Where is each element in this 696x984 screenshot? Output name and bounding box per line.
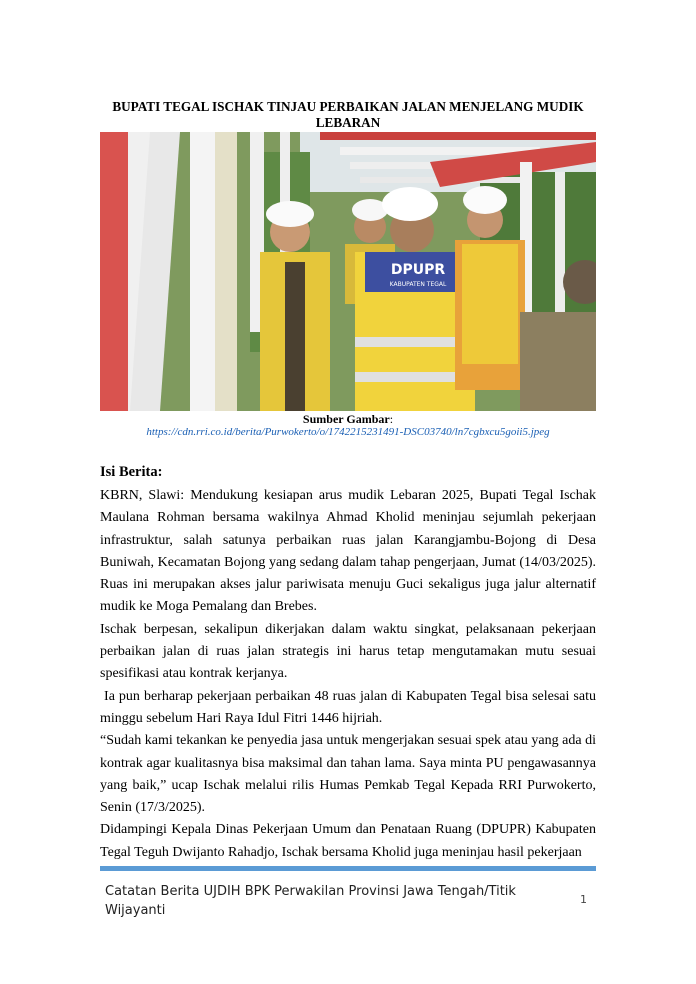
vest-text: DPUPR bbox=[390, 262, 446, 278]
article-body bbox=[100, 485, 600, 864]
paragraph: Ia pun berharap pekerjaan perbaikan 48 ruas jalan di Kabupaten Tegal bisa selesai satu minggu sebelum Hari Raya Idul Fitri 1446 hijriah. bbox=[100, 688, 600, 726]
page-title: BUPATI TEGAL ISCHAK TINJAU PERBAIKAN JALAN MENJELANG MUDIK LEBARAN bbox=[112, 99, 584, 130]
paragraph: KBRN, Slawi: Mendukung kesiapan arus mudik Lebaran 2025, Bupati Tegal Ischak Maulana Rohman bersama wakilnya Ahmad Kholid meninjau sejumlah pekerjaan infrastruktur, salah satunya perbaikan ruas jalan Karangjambu-Bojong di Desa Buniwah, Kecamatan Bojong yang sedang dalam tahap pengerjaan, Jumat (14/03/2025). Ruas ini merupakan akses jalur pariwisata menuju Guci sekaligus juga jalur alternatif mudik ke Moga Pemalang dan Brebes. bbox=[100, 488, 596, 615]
page-number: 1 bbox=[580, 893, 587, 906]
section-heading: Isi Berita: bbox=[100, 464, 163, 480]
footer-text: Catatan Berita UJDIH BPK Perwakilan Provinsi Jawa Tengah/Titik Wijayanti bbox=[105, 884, 516, 918]
paragraph: Didampingi Kepala Dinas Pekerjaan Umum dan Penataan Ruang (DPUPR) Kabupaten Tegal Teguh Dwijanto Rahadjo, Ischak bersama Kholid juga meninjau hasil pekerjaan bbox=[100, 822, 596, 860]
bridge-inspection-photo bbox=[100, 132, 596, 411]
paragraph: Ischak berpesan, sekalipun dikerjakan dalam waktu singkat, pelaksanaan pekerjaan perbaikan jalan di ruas jalan strategis ini harus tetap mengutamakan mutu sesuai spesifikasi atau kontrak kerjanya. bbox=[100, 621, 596, 682]
footer-divider bbox=[100, 866, 596, 871]
image-caption-label: Sumber Gambar: bbox=[302, 412, 394, 426]
news-photo bbox=[100, 132, 596, 411]
vest-subtext: KABUPATEN TEGAL bbox=[389, 281, 447, 288]
image-source-link[interactable]: https://cdn.rri.co.id/berita/Purwokerto/o/1742215231491-DSC03740/ln7cgbxcu5goii5.jpeg bbox=[146, 426, 550, 438]
paragraph: “Sudah kami tekankan ke penyedia jasa untuk mengerjakan sesuai spek atau yang ada di kontrak agar kualitasnya bisa maksimal dan tahan lama. Saya minta PU pengawasannya yang baik,” ucap Ischak melalui rilis Humas Pemkab Tegal Kepada RRI Purwokerto, Senin (17/3/2025). bbox=[100, 733, 596, 816]
